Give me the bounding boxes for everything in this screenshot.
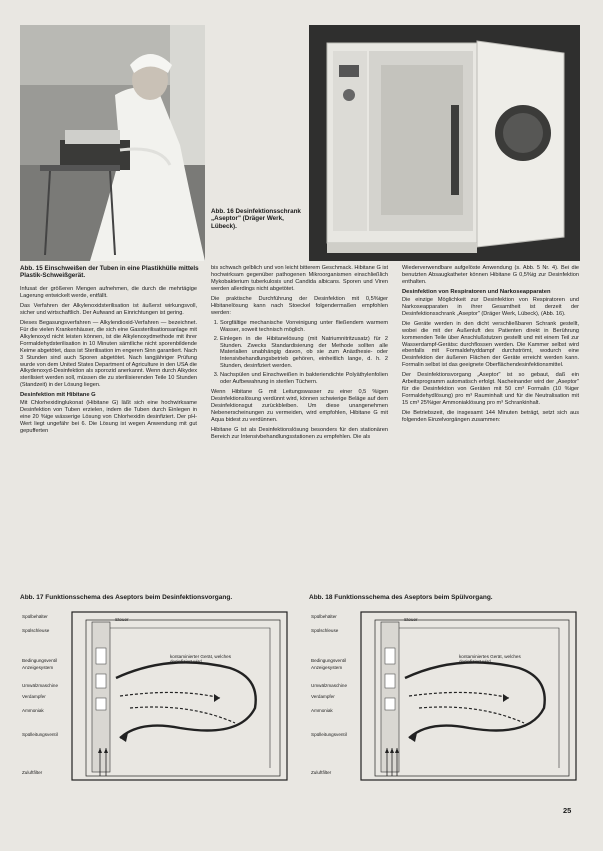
label-umwaelzmaschine: Umwälzmaschine (22, 683, 58, 688)
paragraph: bis schwach gelblich und von leicht bitterem Geschmack. Hibitane G ist hochwirksam gegenüber pathogenen Mikroorganismen einschließlich Mykobakterium tuberkulosis und Candida albicans. Sporen und Viren werden allerdings nicht abgetötet. (211, 265, 388, 292)
paragraph: Die praktische Durchführung der Desinfektion mit 0,5%iger Hibitanelösung kann nach Stoeckel folgendermaßen empfohlen werden: (211, 295, 388, 316)
figure-18-title: Abb. 18 Funktionsschema des Aseptors beim Spülvorgang. (309, 594, 493, 601)
paragraph: Dieses Begasungsverfahren — Alkylendioxid-Verfahren — bezeichnet. Für die vielen Krankenhäuser, die sich eine Gassterilisationsanlage mit Alkylenoxyd nicht leisten können, ist die Alkylenoxydmethode mit ihrer Formaldehydsterilisation in 10 Minuten sämtliche nicht sporenbildende Keime abgetötet, dass ist Sterilisation im engeren Sinn garantiert. Nach 3 Stunden sind auch Sporen abgetötet. Nach langjähriger Prüfung wurde von dem United States Department of Agriculture in den USA die Alkydenoxyd-Desinfektion als sporozid anerkannt. Wenn durch Alkydex sterilisiert werden soll, müssen die zu sterilisierenden Teile 10 Stunden (Standzeit) in der Lösung liegen. (20, 319, 197, 389)
label-steuer: Steuer (404, 617, 418, 622)
procedure-list (211, 320, 388, 387)
label-verdampfer-formalin: Verdampfer (22, 694, 46, 699)
diagram-rinsing-process (309, 608, 584, 784)
paragraph: Mit Chlorhexidinglukonat (Hibitane G) läßt sich eine hochwirksame Desinfektion von Tuben erzielen, indem die Tuben durch Einlegen in eine 20 %ige wässerige Lösung von Chlorhexidin desinfiziert. Der pH-Wert liegt ungefähr bei 6. Die Lösung ist wegen Anwendung mit gut gepufferten (20, 400, 197, 435)
label-contaminated-device: kontaminiertes Gerät, welches desinfiziert wird (459, 654, 521, 665)
paragraph: Die einzige Möglichkeit zur Desinfektion von Respiratoren und Narkoseapparaten in ihrer Gesamtheit ist derzeit der Desinfektionsschrank „Aseptor" (Dräger Werk, Lübeck), (Abb. 16). (402, 296, 579, 317)
label-verdampfer-ammoniak: Ammoniak (22, 708, 44, 713)
aseptor-schematic-17 (20, 608, 295, 784)
section-heading: Desinfektion mit Hibitane G (20, 392, 96, 399)
diagram-disinfection-process (20, 608, 295, 784)
paragraph: Der Desinfektionsvorgang „Aseptor" ist so gebaut, daß ein Arbeitsprogramm automatisch erfolgt. Nacheinander wird der „Aseptor" für die Desinfektion von Geräten mit 50 cm³ Formalin (10 %iger Formaldehydlösung) pro m³ Rauminhalt und für die Neutralisation mit 15 cm³ 25%iger Ammoniaklösung pro m³ Schrankinhalt. (402, 372, 579, 407)
paragraph: Infusat der größeren Mengen aufnehmen, die durch die mehrtägige Lagerung entwickelt werde, entfällt. (20, 286, 197, 299)
label-bedingungsventil: Bedingungsventil (22, 658, 57, 663)
text-column-3 (402, 265, 579, 427)
photo-nurse-welding-tubes (20, 25, 205, 261)
paragraph: Die Geräte werden in den dicht verschließbaren Schrank gestellt, wobei die mit der Außenluft des Patienten direkt in Berührung kommenden Teile über Anschlußstutzen gestellt und mit einem Teil zur Wasserdampf-Gerätsc durchflossen werden. Die Kammer selbst wird ebenfalls mit Formaldehyddampf durchströmt, wodurch eine Desinfektion der äußeren Flächen der Geräte erreicht werden kann. Formalin selbst ist das geeignete Oberflächendesinfektionsmittel. (402, 320, 579, 369)
aseptor-schematic-18 (309, 608, 584, 784)
list-item: 3. Nachspülen und Einschweißen in bakteriendichte Polyäthylenfolien oder Aufbewahrung in sterilen Tüchern. (220, 372, 388, 386)
label-umwaelzmaschine: Umwälzmaschine (311, 683, 347, 688)
label-spuelleitungsventil: Spülleitungsventil (311, 732, 347, 737)
text-column-2 (211, 265, 388, 444)
label-spuelschleuse: Spülschleuse (311, 628, 339, 633)
label-bedingungsventil: Bedingungsventil (311, 658, 346, 663)
label-spuelleitungsventil: Spülleitungsventil (22, 732, 58, 737)
text-column-1 (20, 286, 197, 438)
label-spuelbehaelter: Spülbehälter (311, 614, 337, 619)
paragraph: Wiederverwendbare aufgelöste Anwendung (s. Abb. 5 Nr. 4). Bei die benutzten Absaugkatheter können Hibitane G 0,5%ig zur Desinfektion enthalten. (402, 265, 579, 285)
label-anzeigesystem: Anzeigesystem (22, 665, 54, 670)
figure-16-caption: Abb. 16 Desinfektionsschrank „Aseptor" (Dräger Werk, Lübeck). (211, 208, 301, 230)
list-item: 2. Einlegen in die Hibitanelösung (mit Natriumnitritzusatz) für 2 Stunden. Zwecks Standardisierung der Methode sollten alle Materialien unabhängig davon, ob sie zum Anästhesie- oder Intensivbehandlungsbetrieb gehören, einheitlich lange, d. h. 2 Stunden, desinfiziert werden. (220, 336, 388, 371)
photo-aseptor-cabinet (309, 25, 580, 261)
paragraph: Wenn Hibitane G mit Leitungswasser zu einer 0,5 %igen Desinfektionslösung verdünnt wird, können schwierige Beläge auf dem Desinfektionsgut zurückbleiben. Um diese unangenehmen Nebenerscheinungen zu vermeiden, wird empfohlen, Hibitane G mit Aqua bidest zu verdünnen. (211, 389, 388, 424)
label-verdampfer-formalin: Verdampfer (311, 694, 335, 699)
figure-15-caption: Abb. 15 Einschweißen der Tuben in eine Plastikhülle mittels Plastik-Schweißgerät. (20, 265, 199, 280)
label-zuluftfilter: Zuluftfilter (311, 770, 332, 775)
list-item: 1. Sorgfältige mechanische Vorreinigung unter fließendem warmem Wasser, soweit technisch möglich. (220, 320, 388, 334)
paragraph: Die Betriebszeit, die insgesamt 144 Minuten beträgt, setzt sich aus folgenden Einzelvorgängen zusammen: (402, 410, 579, 424)
label-zuluftfilter: Zuluftfilter (22, 770, 43, 775)
paragraph: Hibitane G ist als Desinfektionslösung besonders für den stationären Bereich zur Intensivbehandlungsstationen zu empfehlen. Die als (211, 427, 388, 440)
label-contaminated-device: kontaminierter Gerät, welches desinfiziert wird (170, 654, 232, 665)
paragraph: Das Verfahren der Alkylenoxidsterilisation ist äußerst wirkungsvoll, sicher und wirtschaftlich. Der Aufwand an Einrichtungen ist gering. (20, 302, 197, 316)
label-spuelschleuse: Spülschleuse (22, 628, 50, 633)
figure-17-title: Abb. 17 Funktionsschema des Aseptors beim Desinfektionsvorgang. (20, 594, 233, 601)
page-number: 25 (563, 806, 572, 815)
label-spuelbehaelter: Spülbehälter (22, 614, 48, 619)
section-heading: Desinfektion von Respiratoren und Narkoseapparaten (402, 288, 551, 295)
label-anzeigesystem: Anzeigesystem (311, 665, 343, 670)
label-steuer: Steuer (115, 617, 129, 622)
label-verdampfer-ammoniak: Ammoniak (311, 708, 333, 713)
